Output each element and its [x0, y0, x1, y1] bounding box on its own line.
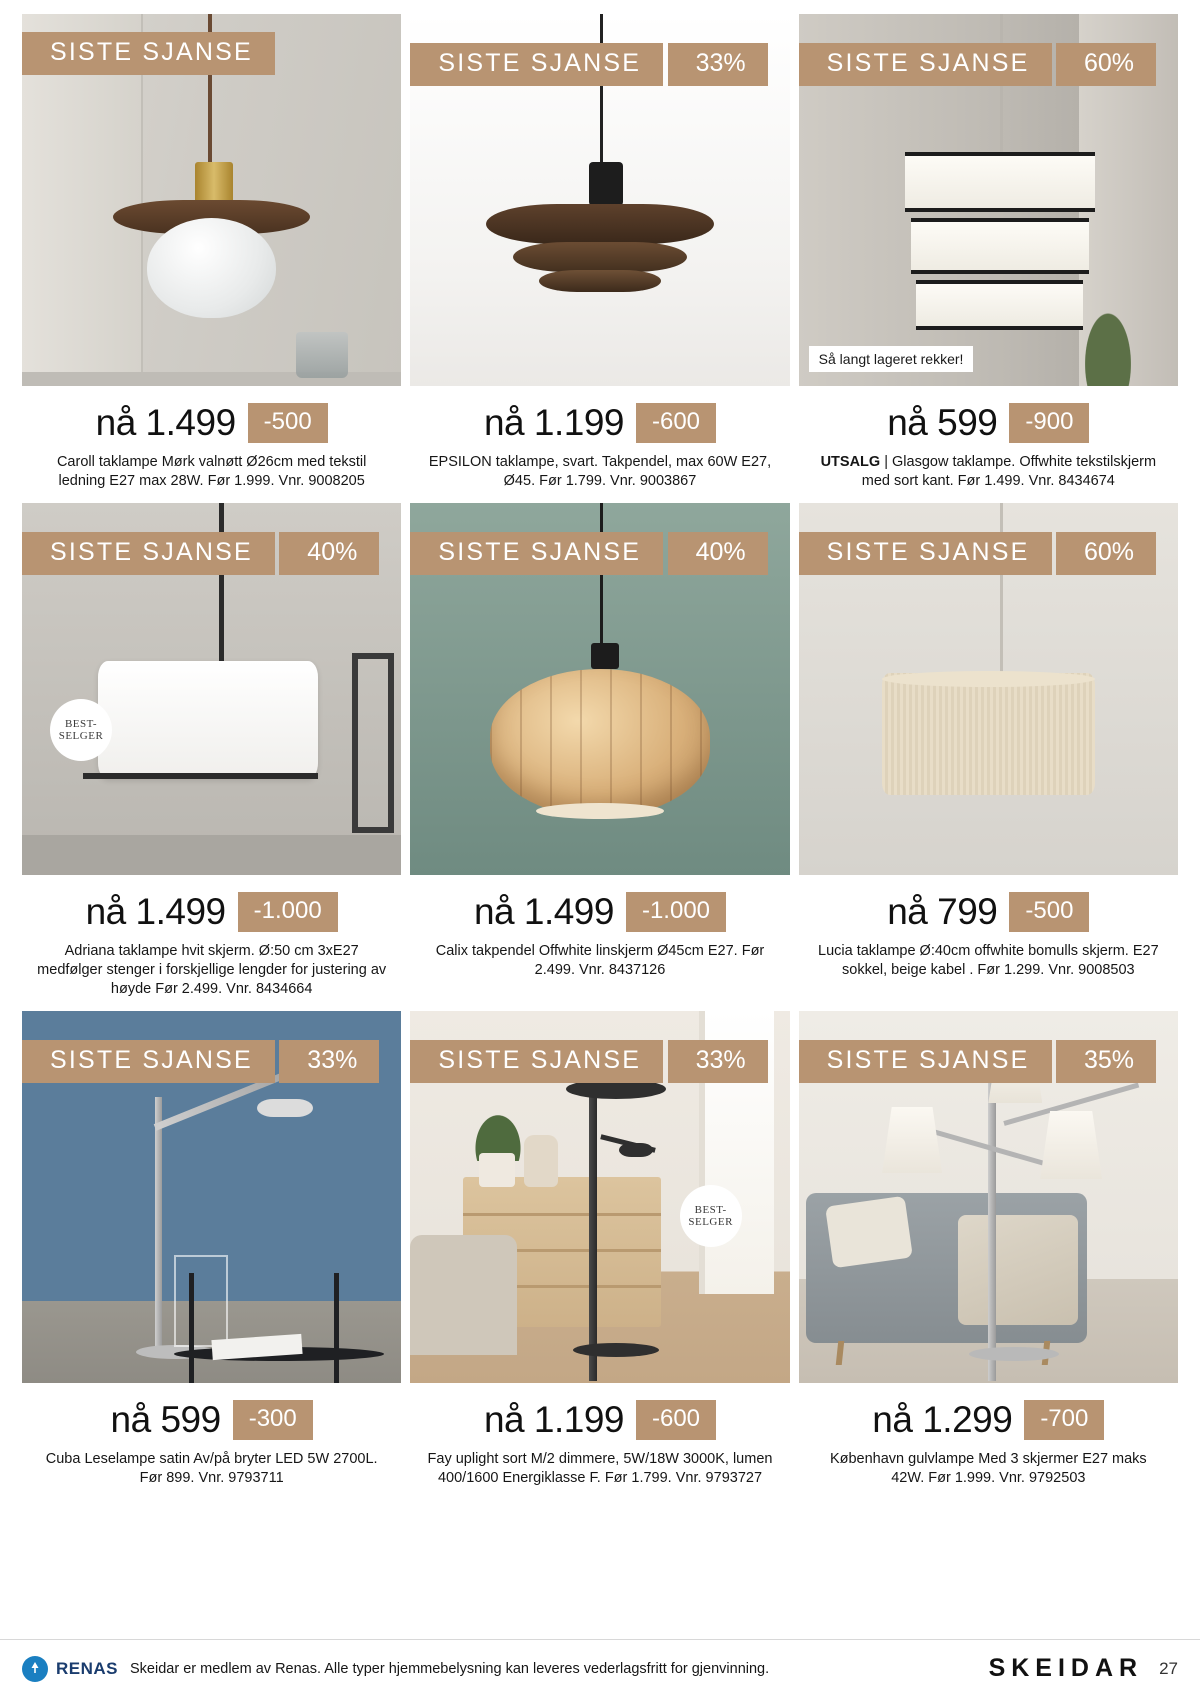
badge-group — [22, 1029, 379, 1083]
bestselger-badge — [50, 699, 112, 761]
price-discount-badge: -500 — [248, 403, 328, 443]
price-line — [799, 891, 1178, 933]
price-line — [22, 402, 401, 444]
bestselger-badge — [680, 1185, 742, 1247]
badge-group — [799, 1029, 1156, 1083]
price-discount-badge: -300 — [233, 1400, 313, 1440]
badge-group — [799, 32, 1156, 86]
price-discount-badge: -1.000 — [238, 892, 338, 932]
renas-wordmark: RENAS — [56, 1658, 119, 1678]
badge-discount-percent: 60% — [1056, 532, 1156, 575]
badge-group — [22, 32, 275, 75]
badge-siste-sjanse: SISTE SJANSE — [22, 1040, 275, 1083]
product-photo — [410, 503, 789, 875]
skeidar-logo: SKEIDAR — [988, 1654, 1144, 1682]
badge-group — [410, 521, 767, 575]
badge-siste-sjanse: SISTE SJANSE — [799, 43, 1052, 86]
product-card[interactable] — [410, 503, 789, 999]
bestselger-line2: SELGER — [58, 730, 104, 742]
badge-siste-sjanse: SISTE SJANSE — [410, 1040, 663, 1083]
badge-discount-percent: 60% — [1056, 43, 1156, 86]
product-description-text: | Glasgow taklampe. Offwhite tekstilskjerm med sort kant. Før 1.499. Vnr. 8434674 — [861, 454, 1157, 489]
product-photo — [22, 14, 401, 386]
badge-discount-percent: 40% — [668, 532, 768, 575]
price-line — [22, 1399, 401, 1441]
product-card[interactable] — [410, 1011, 789, 1488]
bestselger-line1: BEST- — [694, 1204, 727, 1216]
badge-discount-percent: 40% — [279, 532, 379, 575]
bestselger-line1: BEST- — [64, 718, 98, 730]
product-photo — [410, 1011, 789, 1383]
badge-group — [799, 521, 1156, 575]
page-footer — [0, 1639, 1200, 1697]
price-line — [410, 891, 789, 933]
badge-discount-percent: 33% — [668, 1040, 768, 1083]
product-card[interactable] — [799, 503, 1178, 999]
price-discount-badge: -700 — [1024, 1400, 1104, 1440]
product-description: Cuba Leselampe satin Av/på bryter LED 5W 2700L. Før 899. Vnr. 9793711 — [45, 1451, 378, 1486]
badge-group — [410, 1029, 767, 1083]
product-description: EPSILON taklampe, svart. Takpendel, max 60W E27, Ø45. Før 1.799. Vnr. 9003867 — [428, 454, 772, 489]
product-card[interactable] — [22, 14, 401, 491]
utsalg-tag: UTSALG — [820, 454, 881, 470]
product-photo — [410, 14, 789, 386]
product-card[interactable] — [799, 14, 1178, 491]
product-description: København gulvlampe Med 3 skjermer E27 maks 42W. Før 1.999. Vnr. 9792503 — [829, 1451, 1147, 1486]
product-description: Caroll taklampe Mørk valnøtt Ø26cm med tekstil ledning E27 max 28W. Før 1.999. Vnr. 9008205 — [56, 454, 367, 489]
stock-note: Så langt lageret rekker! — [809, 346, 974, 372]
price-line — [799, 402, 1178, 444]
product-description: Adriana taklampe hvit skjerm. Ø:50 cm 3xE27 medfølger stenger i forskjellige lengder for justering av høyde Før 2.499. Vnr. 8434664 — [37, 943, 387, 997]
badge-siste-sjanse: SISTE SJANSE — [22, 532, 275, 575]
price-discount-badge: -600 — [636, 403, 716, 443]
badge-siste-sjanse: SISTE SJANSE — [22, 32, 275, 75]
product-photo — [799, 1011, 1178, 1383]
price-discount-badge: -900 — [1009, 403, 1089, 443]
bestselger-line2: SELGER — [688, 1216, 733, 1228]
price-now: nå 1.499 — [473, 891, 614, 932]
price-line — [410, 1399, 789, 1441]
badge-siste-sjanse: SISTE SJANSE — [799, 1040, 1052, 1083]
badge-siste-sjanse: SISTE SJANSE — [410, 532, 663, 575]
product-card[interactable] — [799, 1011, 1178, 1488]
product-photo — [799, 14, 1178, 386]
price-now: nå 599 — [110, 1399, 221, 1440]
product-description: Calix takpendel Offwhite linskjerm Ø45cm E27. Før 2.499. Vnr. 8437126 — [435, 943, 765, 978]
badge-discount-percent: 35% — [1056, 1040, 1156, 1083]
price-line — [410, 402, 789, 444]
product-card[interactable] — [22, 503, 401, 999]
product-photo — [799, 503, 1178, 875]
price-now: nå 1.199 — [483, 1399, 624, 1440]
price-line — [799, 1399, 1178, 1441]
price-now: nå 599 — [887, 402, 998, 443]
product-grid — [22, 14, 1178, 1488]
product-card[interactable] — [410, 14, 789, 491]
product-description: Lucia taklampe Ø:40cm offwhite bomulls skjerm. E27 sokkel, beige kabel . Før 1.299. Vnr. 9008503 — [818, 943, 1159, 978]
page-number: 27 — [1159, 1658, 1178, 1678]
badge-group — [410, 32, 767, 86]
price-line — [22, 891, 401, 933]
price-now: nå 1.499 — [85, 891, 226, 932]
price-now: nå 1.199 — [483, 402, 624, 443]
price-discount-badge: -600 — [636, 1400, 716, 1440]
price-now: nå 799 — [887, 891, 998, 932]
price-discount-badge: -1.000 — [626, 892, 726, 932]
price-now: nå 1.299 — [872, 1399, 1013, 1440]
badge-siste-sjanse: SISTE SJANSE — [799, 532, 1052, 575]
product-card[interactable] — [22, 1011, 401, 1488]
footer-disclaimer: Skeidar er medlem av Renas. Alle typer hjemmebelysning kan leveres vederlagsfritt for gjenvinning. — [130, 1660, 770, 1677]
product-description — [812, 453, 1165, 491]
product-photo — [22, 503, 401, 875]
badge-siste-sjanse: SISTE SJANSE — [410, 43, 663, 86]
badge-discount-percent: 33% — [668, 43, 768, 86]
product-description: Fay uplight sort M/2 dimmere, 5W/18W 3000K, lumen 400/1600 Energiklasse F. Før 1.799. Vnr. 9793727 — [427, 1451, 773, 1486]
badge-group — [22, 521, 379, 575]
product-photo — [22, 1011, 401, 1383]
price-now: nå 1.499 — [95, 402, 236, 443]
renas-logo-icon — [22, 1656, 48, 1682]
price-discount-badge: -500 — [1009, 892, 1089, 932]
badge-discount-percent: 33% — [279, 1040, 379, 1083]
